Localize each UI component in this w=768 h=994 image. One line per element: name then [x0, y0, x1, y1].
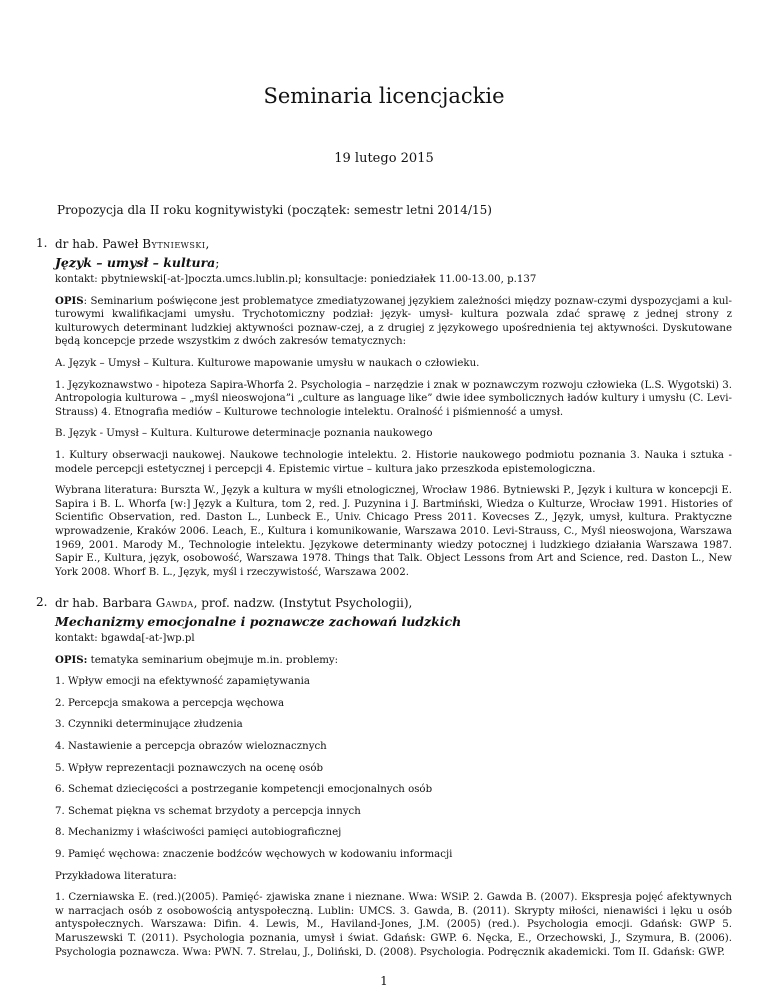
seminar-title-suffix: ; — [215, 255, 220, 270]
supervisor-degree: dr hab. Paweł — [55, 237, 139, 251]
item-number: 1. — [36, 236, 48, 250]
document-title: Seminaria licencjackie — [263, 84, 505, 108]
seminar-title — [55, 253, 732, 273]
description-text: : Seminarium poświęcone jest problematyce zmediatyzowanej językiem zależności między poznaw-czymi dyspozycjami a kul-turowymi kwalifikacjami umysłu. Trychotomiczny podział: język- umysł- kultura pozwala zdać sprawę z jednej strony z kulturowych determinant ludzkiej aktywności poznaw-czej, a z drugiej z językowego upośrednienia tej aktywności. Dyskutowane będą koncepcje przede wszystkim z dwóch zakresów tematycznych: — [55, 295, 732, 348]
topic-item: 5. Wpływ reprezentacji poznawczych na ocenę osób — [55, 762, 324, 774]
supervisor-line — [55, 236, 732, 253]
description — [55, 654, 732, 668]
contact-line: kontakt: pbytniewski[-at-]poczta.umcs.lublin.pl; konsultacje: poniedziałek 11.00-13.00, p.137 — [55, 274, 537, 285]
item-number: 2. — [36, 595, 48, 609]
supervisor-affiliation: , — [205, 237, 210, 251]
seminar-item-2 — [36, 595, 732, 965]
seminar-item-1 — [36, 236, 732, 585]
topic-item: 4. Nastawienie a percepcja obrazów wieloznacznych — [55, 740, 327, 752]
literature: Wybrana literatura: Burszta W., Język a kultura w myśli etnologicznej, Wrocław 1986. Bytniewski P., Język i kultura w koncepcji E. Sapira i B. L. Whorfa [w:] Język a Kultura, tom 2, red. J. Puzynina i J. Bartmiński, Wiedza o Kulturze, Wrocław 1991. Histories of Scientific Observation, red. Daston L., Lunbeck E., Univ. Chicago Press 2011. Kovecses Z., Język, umysł, kultura. Praktyczne wprowadzenie, Kraków 2006. Leach, E., Kultura i komunikowanie, Warszawa 2010. Levi-Strauss, C., Myśl nieoswojona, Warszawa 1969, 2001. Marody M., Technologie intelektu. Językowe determinanty wiedzy potocznej i ludzkiego działania Warszawa 1987. Sapir E., Kultura, język, osobowość, Warszawa 1978. Things that Talk. Object Lessons from Art and Science, red. Daston L., New York 2008. Whorf B. L., Język, myśl i rzeczywistość, Warszawa 2002. — [55, 485, 732, 578]
topic-item: 8. Mechanizmy i właściwości pamięci autobiograficznej — [55, 827, 342, 839]
topic-item: 6. Schemat dziecięcości a postrzeganie kompetencji emocjonalnych osób — [55, 784, 433, 796]
description-text: tematyka seminarium obejmuje m.in. problemy: — [87, 654, 339, 666]
document-date: 19 lutego 2015 — [334, 151, 434, 166]
section-a-heading: A. Język – Umysł – Kultura. Kulturowe mapowanie umysłu w naukach o człowieku. — [55, 357, 480, 369]
description-label: OPIS — [55, 294, 84, 307]
topic-item: 7. Schemat piękna vs schemat brzydoty a percepcja innych — [55, 805, 361, 817]
topic-item: 1. Wpływ emocji na efektywność zapamiętywania — [55, 676, 310, 688]
seminar-title: Mechanizmy emocjonalne i poznawcze zachowań ludzkich — [55, 614, 462, 629]
section-a-content: 1. Językoznawstwo - hipoteza Sapira-Whorfa 2. Psychologia – narzędzie i znak w poznawczym rozwoju człowieka (L.S. Wygotski) 3. Antropologia kulturowa – „myśl nieoswojona”i „culture as language like” dwie idee symbolicznych ładów kultury i umysłu (C. Levi-Strauss) 4. Etnografia mediów – Kulturowe technologie intelektu. Oralność i piśmienność a umysł. — [55, 379, 732, 418]
supervisor-affiliation: , prof. nadzw. (Instytut Psychologii), — [193, 596, 413, 610]
contact-line: kontakt: bgawda[-at-]wp.pl — [55, 633, 195, 644]
literature: 1. Czerniawska E. (red.)(2005). Pamięć- zjawiska znane i nieznane. Wwa: WSiP. 2. Gawda B. (2007). Ekspresja pojęć afektywnych w narracjach osób z osobowością antyspołeczną. Lublin: UMCS. 3. Gawda, B. (2011). Skrypty miłości, nienawiści i lęku u osób antyspołecznych. Warszawa: Difin. 4. Lewis, M., Haviland-Jones, J.M. (2005) (red.). Psychologia emocji. Gdańsk: GWP 5. Maruszewski T. (2011). Psychologia poznania, umysł i świat. Gdańsk: GWP. 6. Nęcka, E., Orzechowski, J., Szymura, B. (2006). Psychologia poznawcza. Wwa: PWN. 7. Strelau, J., Doliński, D. (2008). Psychologia. Podręcznik akademicki. Tom II. Gdańsk: GWP. — [55, 892, 732, 958]
supervisor-degree: dr hab. Barbara — [55, 596, 152, 610]
page-number: 1 — [380, 974, 388, 988]
seminar-title-text: Język – umysł – kultura — [55, 255, 216, 270]
supervisor-surname: Gawda — [155, 596, 194, 610]
description — [55, 295, 732, 349]
description-label: OPIS: — [55, 653, 88, 666]
topic-item: 2. Percepcja smakowa a percepcja węchowa — [55, 697, 285, 709]
supervisor-surname: Bytniewski — [142, 237, 206, 251]
literature-label: Przykładowa literatura: — [55, 870, 177, 882]
topic-item: 9. Pamięć węchowa: znaczenie bodźców węchowych w kodowaniu informacji — [55, 848, 453, 860]
section-b-heading: B. Język - Umysł – Kultura. Kulturowe determinacje poznania naukowego — [55, 428, 433, 440]
intro-text: Propozycja dla II roku kognitywistyki (początek: semestr letni 2014/15) — [57, 203, 492, 217]
supervisor-line — [55, 595, 732, 612]
topic-item: 3. Czynniki determinujące złudzenia — [55, 719, 243, 731]
section-b-content: 1. Kultury obserwacji naukowej. Naukowe technologie intelektu. 2. Historie naukowego podmiotu poznania 3. Nauka i sztuka - modele percepcji estetycznej i percepcji 4. Epistemic virtue – kultura jako przeszkoda epistemologiczna. — [55, 449, 732, 475]
